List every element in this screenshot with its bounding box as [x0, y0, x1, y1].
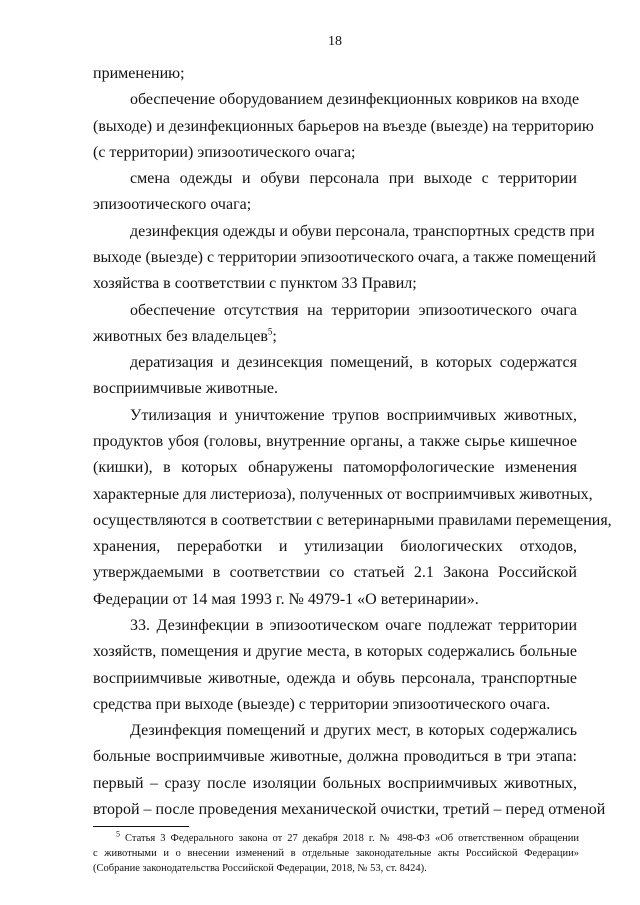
text-line: Дезинфекция помещений и других мест, в которых содержались: [130, 722, 577, 739]
text-fragment: ;: [272, 328, 277, 345]
text-line: обеспечение отсутствия на территории эпизоотического очага: [130, 302, 577, 319]
text-line: 33. Дезинфекции в эпизоотическом очаге подлежат территории: [130, 617, 577, 634]
text-fragment: животных без владельцев: [93, 328, 268, 345]
text-line: продуктов убоя (головы, внутренние органы, а также сырье кишечное: [93, 433, 577, 450]
text-line: хранения, переработки и утилизации биологических отходов,: [93, 538, 577, 555]
footnote-mark: 5: [116, 829, 120, 839]
text-line: Федерации от 14 мая 1993 г. № 4979-1 «О ветеринарии».: [93, 591, 479, 608]
text-line: обеспечение оборудованием дезинфекционных ковриков на входе: [130, 91, 580, 108]
text-line: больные восприимчивые животные, должна проводиться в три этапа:: [93, 748, 577, 765]
footnote-line: (Собрание законодательства Российской Федерации, 2018, № 53, ст. 8424).: [93, 863, 427, 874]
text-line: утверждаемыми в соответствии со статьей 2.1 Закона Российской: [93, 564, 577, 581]
text-line: применению;: [93, 65, 185, 82]
text-line: (с территории) эпизоотического очага;: [93, 144, 356, 161]
text-line: средства при выходе (выезде) с территории эпизоотического очага.: [93, 696, 551, 713]
text-line: восприимчивые животные.: [93, 380, 279, 397]
footnote-line: [116, 829, 580, 846]
text-line: характерные для листериоза), полученных от восприимчивых животных,: [93, 486, 593, 503]
text-line: второй – после проведения механической очистки, третий – перед отменой: [93, 801, 606, 818]
text-line: эпизоотического очага;: [93, 196, 252, 213]
footnote-line: с животными и о внесении изменений в отдельные законодательные акты Российской Федерации»: [93, 848, 579, 859]
text-line: хозяйств, помещения и другие места, в которых содержались больные: [93, 643, 577, 660]
text-line: [93, 327, 277, 347]
text-line: Утилизация и уничтожение трупов восприимчивых животных,: [130, 407, 577, 424]
footnote-text: Статья 3 Федерального закона от 27 декабря 2018 г. № 498-ФЗ «Об ответственном обращении: [125, 833, 580, 844]
page-number: 18: [328, 34, 342, 49]
text-line: дератизация и дезинсекция помещений, в которых содержатся: [130, 354, 577, 371]
text-line: (выходе) и дезинфекционных барьеров на въезде (выезде) на территорию: [93, 118, 594, 135]
text-line: восприимчивые животные, одежда и обувь персонала, транспортные: [93, 670, 577, 687]
text-line: хозяйства в соответствии с пунктом 33 Правил;: [93, 275, 417, 292]
text-line: (кишки), в которых обнаружены патоморфологические изменения: [93, 459, 577, 476]
footnote-reference[interactable]: 5: [267, 326, 273, 337]
text-line: выходе (выезде) с территории эпизоотического очага, а также помещений: [93, 249, 597, 266]
footnote-separator: [93, 826, 189, 827]
text-line: смена одежды и обуви персонала при выходе с территории: [130, 170, 577, 187]
text-line: первый – сразу после изоляции больных восприимчивых животных,: [93, 775, 577, 792]
text-line: дезинфекция одежды и обуви персонала, транспортных средств при: [130, 223, 595, 240]
text-line: осуществляются в соответствии с ветеринарными правилами перемещения,: [93, 512, 612, 529]
